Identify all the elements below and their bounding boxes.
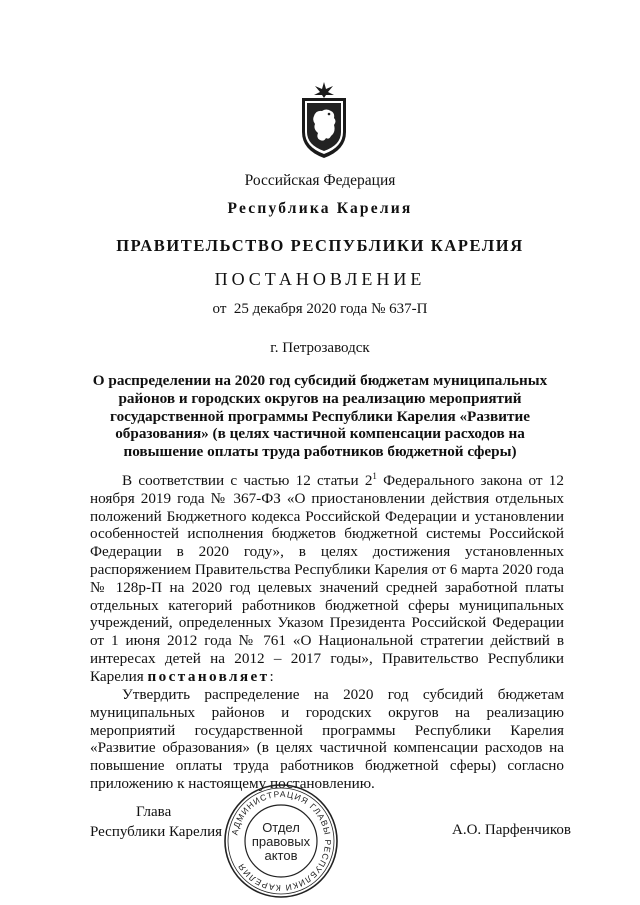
government-name: ПРАВИТЕЛЬСТВО РЕСПУБЛИКИ КАРЕЛИЯ (116, 236, 524, 255)
country-name: Российская Федерация (244, 172, 396, 189)
article-superscript: 1 (372, 470, 377, 481)
decree-word: постановляет (147, 667, 270, 685)
position-line-1: Глава (136, 804, 172, 820)
paragraph-1 (90, 472, 564, 686)
position-line-2: Республики Карелия (90, 824, 223, 840)
stamp-line-1: Отдел (262, 820, 300, 835)
date-number-text: от 25 декабря 2020 года № 637-П (212, 301, 428, 317)
paragraph-2 (90, 686, 564, 793)
signatory-name: А.О. Парфенчиков (452, 822, 571, 838)
document-city: г. Петрозаводск (270, 340, 370, 356)
paragraph-2-text: Утвердить распределение на 2020 год субсидий бюджетам муниципальных районов и городских округов на реализацию мероприятий государственной программы Республики Карелия «Развитие образования» (в целях частичной компенсации расходов на повышение оплаты труда работников бюджетной сферы) согласно приложению к настоящему постановлению. (90, 686, 564, 792)
paragraph-1-end: : (269, 667, 274, 685)
stamp-line-2: правовых (251, 834, 311, 849)
stamp-line-3: актов (264, 848, 298, 863)
signature-position (90, 802, 222, 842)
paragraph-1-main: Федерального закона от 12 ноября 2019 года № 367-ФЗ «О приостановлении действия отдельных положений Бюджетного кодекса Российской Федерации и установлении особенностей исполнения бюджетов бюджетной системы Российской Федерации в 2020 году», в целях достижения установленных распоряжением Правительства Республики Карелия от 6 марта 2020 года № 128р-П на 2020 год целевых значений средней заработной платы отдельных категорий работников бюджетной сферы муниципальных учреждений, определенных Указом Президента Российской Федерации от 1 июня 2012 года № 761 «О Национальной стратегии действий в интересах детей на 2012 – 2017 годы», Правительство Республики Карелия (90, 472, 564, 685)
document-date-number (0, 301, 640, 318)
paragraph-1-start: В соответствии с частью 12 статьи 2 (122, 472, 373, 489)
republic-name: Республика Карелия (227, 200, 413, 217)
official-stamp (222, 782, 340, 900)
document-type: ПОСТАНОВЛЕНИЕ (214, 269, 426, 289)
stamp-ring-text: АДМИНИСТРАЦИЯ ГЛАВЫ РЕСПУБЛИКИ КАРЕЛИЯ (229, 788, 334, 894)
document-title: О распределении на 2020 год субсидий бюджетам муниципальных районов и городских округов на реализацию мероприятий государственной программы Республики Карелия «Развитие образования» (в целях частичной компенсации расходов на повышение оплаты труда работников бюджетной сферы) (92, 372, 548, 461)
coat-of-arms-emblem (296, 80, 352, 160)
